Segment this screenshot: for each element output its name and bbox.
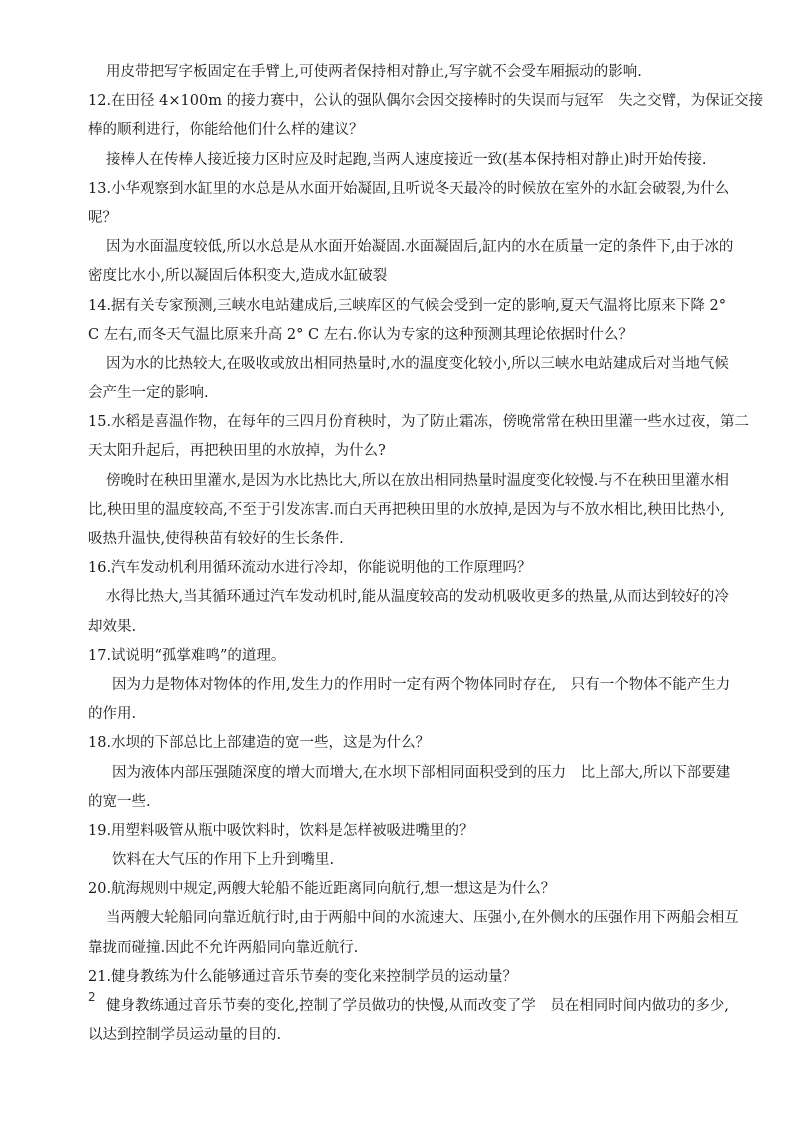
answer-line: 用皮带把写字板固定在手臂上,可使两者保持相对静止,写字就不会受车厢振动的影响.: [106, 64, 642, 80]
answer-line: 接棒人在传棒人接近接力区时应及时起跑,当两人速度接近一致(基本保持相对静止)时开始传接.: [106, 151, 707, 168]
question-line: 17.试说明“孤掌难鸣”的道理。: [88, 647, 286, 664]
answer-line: 傍晚时在秧田里灌水,是因为水比热比大,所以在放出相同热量时温度变化较慢.与不在秧田里灌水相: [106, 472, 729, 489]
answer-line: 健身教练通过音乐节奏的变化,控制了学员做功的快慢,从而改变了学 员在相同时间内做功的多少,: [106, 998, 729, 1014]
question-line: 18.水坝的下部总比上部建造的宽一些，这是为什么？: [88, 735, 431, 752]
question-line: 14.据有关专家预测,三峡水电站建成后,三峡库区的气候会受到一定的影响,夏天气温将比原来下降 2°: [88, 297, 726, 314]
answer-continuation-line: 以达到控制学员运动量的目的.: [88, 1027, 282, 1044]
question-line: 13.小华观察到水缸里的水总是从水面开始凝固,且听说冬天最冷的时候放在室外的水缸会破裂,为什么: [88, 180, 730, 197]
question-line: 15.水稻是喜温作物，在每年的三四月份育秧时，为了防止霜冻，傍晚常常在秧田里灌一些水过夜，第二: [88, 414, 750, 431]
document-body: [88, 58, 764, 1050]
question-line: 12.在田径 4×100m 的接力赛中，公认的强队偶尔会因交接棒时的失误而与冠军 失之交臂，为保证交接: [88, 93, 764, 110]
question-continuation-line: 呢？: [88, 209, 117, 226]
question-continuation-line: 天太阳升起后，再把秧田里的水放掉，为什么?: [88, 443, 386, 460]
question-continuation-line: 棒的顺利进行，你能给他们什么样的建议？: [88, 122, 364, 139]
answer-continuation-line: 却效果.: [88, 618, 137, 635]
answer-continuation-line: 的作用.: [88, 706, 137, 723]
answer-continuation-line: 吸热升温快,使得秧苗有较好的生长条件.: [88, 531, 344, 547]
question-line: 16.汽车发动机利用循环流动水进行冷却，你能说明他的工作原理吗？: [88, 560, 532, 577]
answer-line: 因为力是物体对物体的作用,发生力的作用时一定有两个物体同时存在, 只有一个物体不能产生力: [112, 676, 731, 693]
question-line: 19.用塑料吸管从瓶中吸饮料时，饮料是怎样被吸进嘴里的？: [88, 822, 474, 839]
question-line: 20.航海规则中规定,两艘大轮船不能近距离同向航行,想一想这是为什么？: [88, 881, 556, 898]
answer-line: 饮料在大气压的作用下上升到嘴里.: [112, 852, 335, 869]
question-line: 21.健身教练为什么能够通过音乐节奏的变化来控制学员的运动量？: [88, 968, 518, 985]
answer-line: 因为水的比热较大,在吸收或放出相同热量时,水的温度变化较小,所以三峡水电站建成后对当地气候: [106, 355, 729, 372]
question-continuation-line: C 左右,而冬天气温比原来升高 2° C 左右.你认为专家的这种预测其理论依据时什么？: [88, 326, 633, 343]
page-number: 2: [88, 990, 96, 1004]
answer-line: 因为水面温度较低,所以水总是从水面开始凝固.水面凝固后,缸内的水在质量一定的条件下,由于冰的: [106, 239, 734, 256]
answer-continuation-line: 靠拢而碰撞.因此不允许两船同向靠近航行.: [88, 939, 359, 956]
answer-continuation-line: 的宽一些.: [88, 793, 151, 810]
answer-continuation-line: 比,秧田里的温度较高,不至于引发冻害.而白天再把秧田里的水放掉,是因为与不放水相比,秧田比热小,: [88, 501, 725, 518]
answer-continuation-line: 会产生一定的影响.: [88, 385, 209, 402]
answer-line: 水得比热大,当其循环通过汽车发动机时,能从温度较高的发动机吸收更多的热量,从而达到较好的冷: [106, 589, 729, 606]
answer-continuation-line: 密度比水小,所以凝固后体积变大,造成水缸破裂: [88, 268, 388, 285]
answer-line: 因为液体内部压强随深度的增大而增大,在水坝下部相同面积受到的压力 比上部大,所以下部要建: [112, 764, 731, 781]
answer-line: 当两艘大轮船同向靠近航行时,由于两船中间的水流速大、压强小,在外侧水的压强作用下两船会相互: [106, 910, 739, 927]
